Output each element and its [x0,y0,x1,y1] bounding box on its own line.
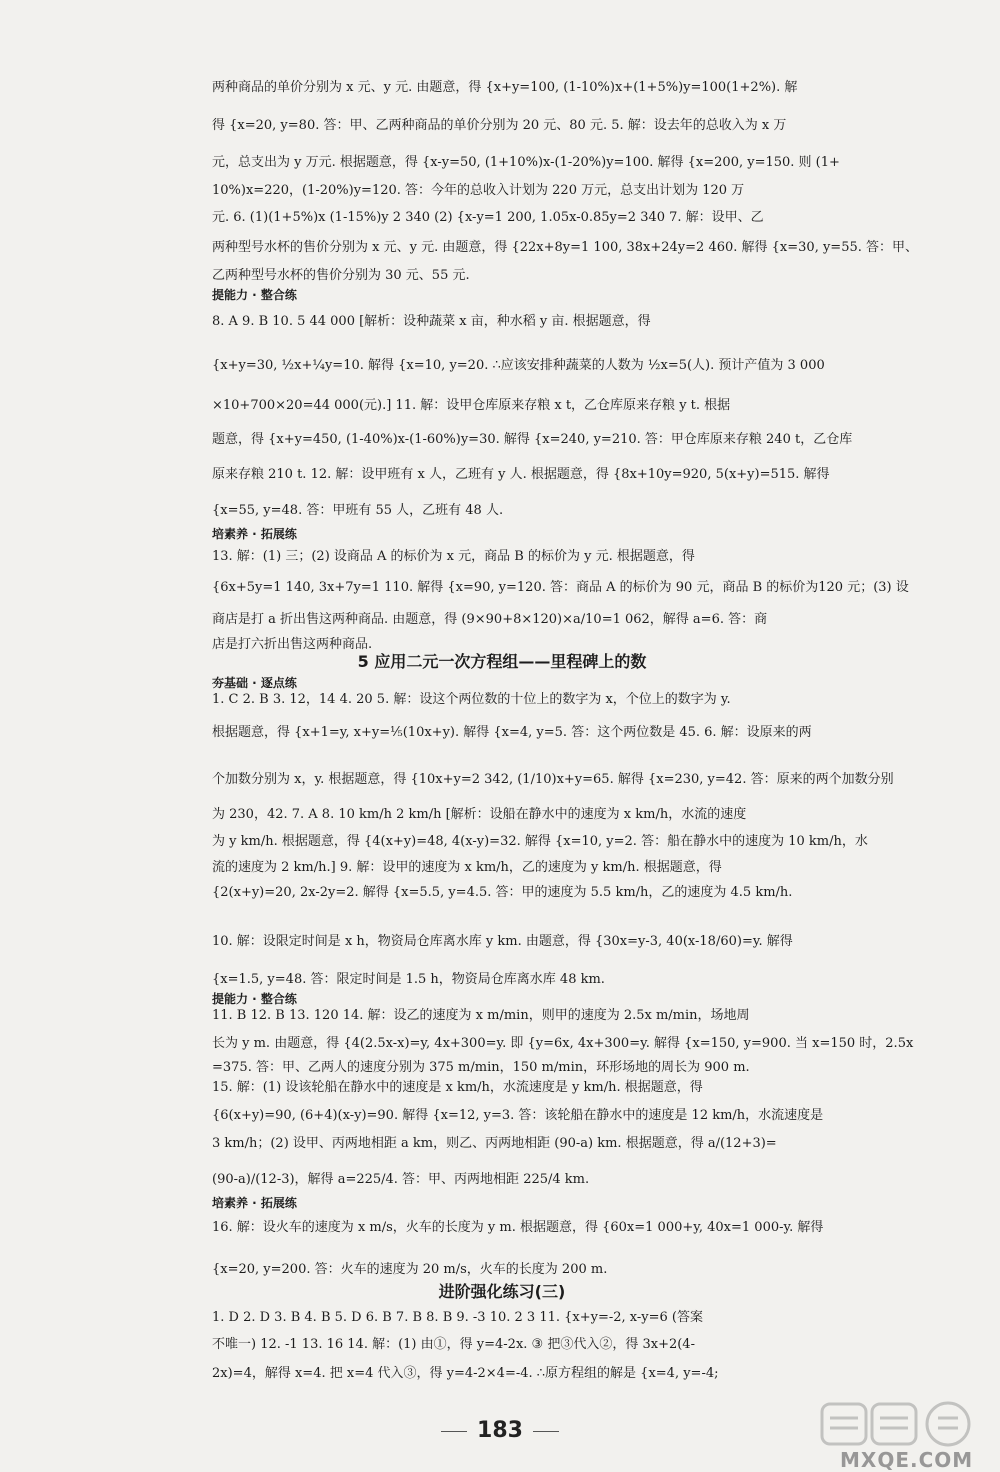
text-line: (90-a)/(12-3)，解得 a=225/4. 答：甲、丙两地相距 225/4 km. [212,1172,590,1187]
text-line: 原来存粮 210 t. 12. 解：设甲班有 x 人，乙班有 y 人. 根据题意，得 {8x+10y=920, 5(x+y)=515. 解得 [212,467,830,482]
page-number-text: 183 [477,1418,523,1443]
rule-left [441,1431,467,1432]
text-line: {2(x+y)=20, 2x-2y=2. 解得 {x=5.5, y=4.5. 答：甲的速度为 5.5 km/h，乙的速度为 4.5 km/h. [212,885,793,900]
text-line: {6(x+y)=90, (6+4)(x-y)=90. 解得 {x=12, y=3. 答：该轮船在静水中的速度是 12 km/h，水流速度是 [212,1108,824,1123]
text-line: 个加数分别为 x，y. 根据题意，得 {10x+y=2 342, (1/10)x+y=65. 解得 {x=230, y=42. 答：原来的两个加数分别 [212,772,894,787]
text-line: {x=20, y=200. 答：火车的速度为 20 m/s，火车的长度为 200 m. [212,1262,608,1277]
text-line: 3 km/h；(2) 设甲、丙两地相距 a km，则乙、丙两地相距 (90-a) km. 根据题意，得 a/(12+3)= [212,1136,777,1151]
text-line: 10%)x=220，(1-20%)y=120. 答：今年的总收入计划为 220 万元，总支出计划为 120 万 [212,183,745,198]
lesson-title: 5 应用二元一次方程组——里程碑上的数 [357,652,647,671]
text-line: 元. 6. (1)(1+5%)x (1-15%)y 2 340 (2) {x-y=1 200, 1.05x-0.85y=2 340 7. 解：设甲、乙 [212,210,764,225]
text-line: 两种型号水杯的售价分别为 x 元、y 元. 由题意，得 {22x+8y=1 100, 38x+24y=2 460. 解得 {x=30, y=55. 答：甲、 [212,240,918,255]
text-line: =375. 答：甲、乙两人的速度分别为 375 m/min，150 m/min，环形场地的周长为 900 m. [212,1060,750,1075]
exercise-title: 进阶强化练习(三) [438,1282,566,1301]
text-line: 11. B 12. B 13. 120 14. 解：设乙的速度为 x m/min，则甲的速度为 2.5x m/min，场地周 [212,1008,750,1023]
section-heading: 提能力 · 整合练 [212,992,297,1006]
section-heading: 提能力 · 整合练 [212,288,297,302]
rule-right [533,1431,559,1432]
text-line: 两种商品的单价分别为 x 元、y 元. 由题意，得 {x+y=100, (1-10%)x+(1+5%)y=100(1+2%). 解 [212,80,798,95]
text-line: 15. 解：(1) 设该轮船在静水中的速度是 x km/h，水流速度是 y km/h. 根据题意，得 [212,1080,703,1095]
text-line: 16. 解：设火车的速度为 x m/s，火车的长度为 y m. 根据题意，得 {60x=1 000+y, 40x=1 000-y. 解得 [212,1220,824,1235]
text-line: 1. C 2. B 3. 12，14 4. 20 5. 解：设这个两位数的十位上的数字为 x，个位上的数字为 y. [212,692,731,707]
text-line: 8. A 9. B 10. 5 44 000 [解析：设种蔬菜 x 亩，种水稻 y 亩. 根据题意，得 [212,314,651,329]
text-line: 1. D 2. D 3. B 4. B 5. D 6. B 7. B 8. B 9. -3 10. 2 3 11. {x+y=-2, x-y=6 (答案 [212,1310,703,1325]
text-line: ×10+700×20=44 000(元).] 11. 解：设甲仓库原来存粮 x t，乙仓库原来存粮 y t. 根据 [212,398,731,413]
text-line: 13. 解：(1) 三；(2) 设商品 A 的标价为 x 元，商品 B 的标价为 y 元. 根据题意，得 [212,549,695,564]
text-line: 为 230，42. 7. A 8. 10 km/h 2 km/h [解析：设船在静水中的速度为 x km/h，水流的速度 [212,807,747,822]
text-line: 乙两种型号水杯的售价分别为 30 元、55 元. [212,268,470,283]
watermark-url: MXQE.COM [840,1448,974,1472]
text-line: 根据题意，得 {x+1=y, x+y=⅕(10x+y). 解得 {x=4, y=5. 答：这个两位数是 45. 6. 解：设原来的两 [212,725,812,740]
section-heading: 夯基础 · 逐点练 [212,676,297,690]
section-heading: 培素养 · 拓展练 [212,1196,297,1210]
page-number [400,1418,600,1443]
text-line: 得 {x=20, y=80. 答：甲、乙两种商品的单价分别为 20 元、80 元. 5. 解：设去年的总收入为 x 万 [212,118,787,133]
text-line: 长为 y m. 由题意，得 {4(2.5x-x)=y, 4x+300=y. 即 {y=6x, 4x+300=y. 解得 {x=150, y=900. 当 x=150 时，2.5x [212,1036,914,1051]
text-line: {x=1.5, y=48. 答：限定时间是 1.5 h，物资局仓库离水库 48 km. [212,972,605,987]
section-heading: 培素养 · 拓展练 [212,527,297,541]
text-line: 元，总支出为 y 万元. 根据题意，得 {x-y=50, (1+10%)x-(1-20%)y=100. 解得 {x=200, y=150. 则 (1+ [212,155,840,170]
text-line: 题意，得 {x+y=450, (1-40%)x-(1-60%)y=30. 解得 {x=240, y=210. 答：甲仓库原来存粮 240 t，乙仓库 [212,432,853,447]
text-line: {6x+5y=1 140, 3x+7y=1 110. 解得 {x=90, y=120. 答：商品 A 的标价为 90 元，商品 B 的标价为120 元；(3) 设 [212,580,909,595]
text-line: 2x)=4，解得 x=4. 把 x=4 代入③，得 y=4-2×4=-4. ∴原方程组的解是 {x=4, y=-4; [212,1366,719,1381]
text-line: 10. 解：设限定时间是 x h，物资局仓库离水库 y km. 由题意，得 {30x=y-3, 40(x-18/60)=y. 解得 [212,934,793,949]
text-line: 店是打六折出售这两种商品. [212,637,373,652]
text-line: {x=55, y=48. 答：甲班有 55 人，乙班有 48 人. [212,503,504,518]
text-line: 流的速度为 2 km/h.] 9. 解：设甲的速度为 x km/h，乙的速度为 y km/h. 根据题意，得 [212,860,722,875]
text-line: 为 y km/h. 根据题意，得 {4(x+y)=48, 4(x-y)=32. 解得 {x=10, y=2. 答：船在静水中的速度为 10 km/h，水 [212,834,868,849]
text-line: 商店是打 a 折出售这两种商品. 由题意，得 (9×90+8×120)×a/10=1 062，解得 a=6. 答：商 [212,612,768,627]
text-line: {x+y=30, ½x+¼y=10. 解得 {x=10, y=20. ∴应该安排种蔬菜的人数为 ½x=5(人). 预计产值为 3 000 [212,358,825,373]
text-line: 不唯一) 12. -1 13. 16 14. 解：(1) 由①，得 y=4-2x. ③ 把③代入②，得 3x+2(4- [212,1337,695,1352]
